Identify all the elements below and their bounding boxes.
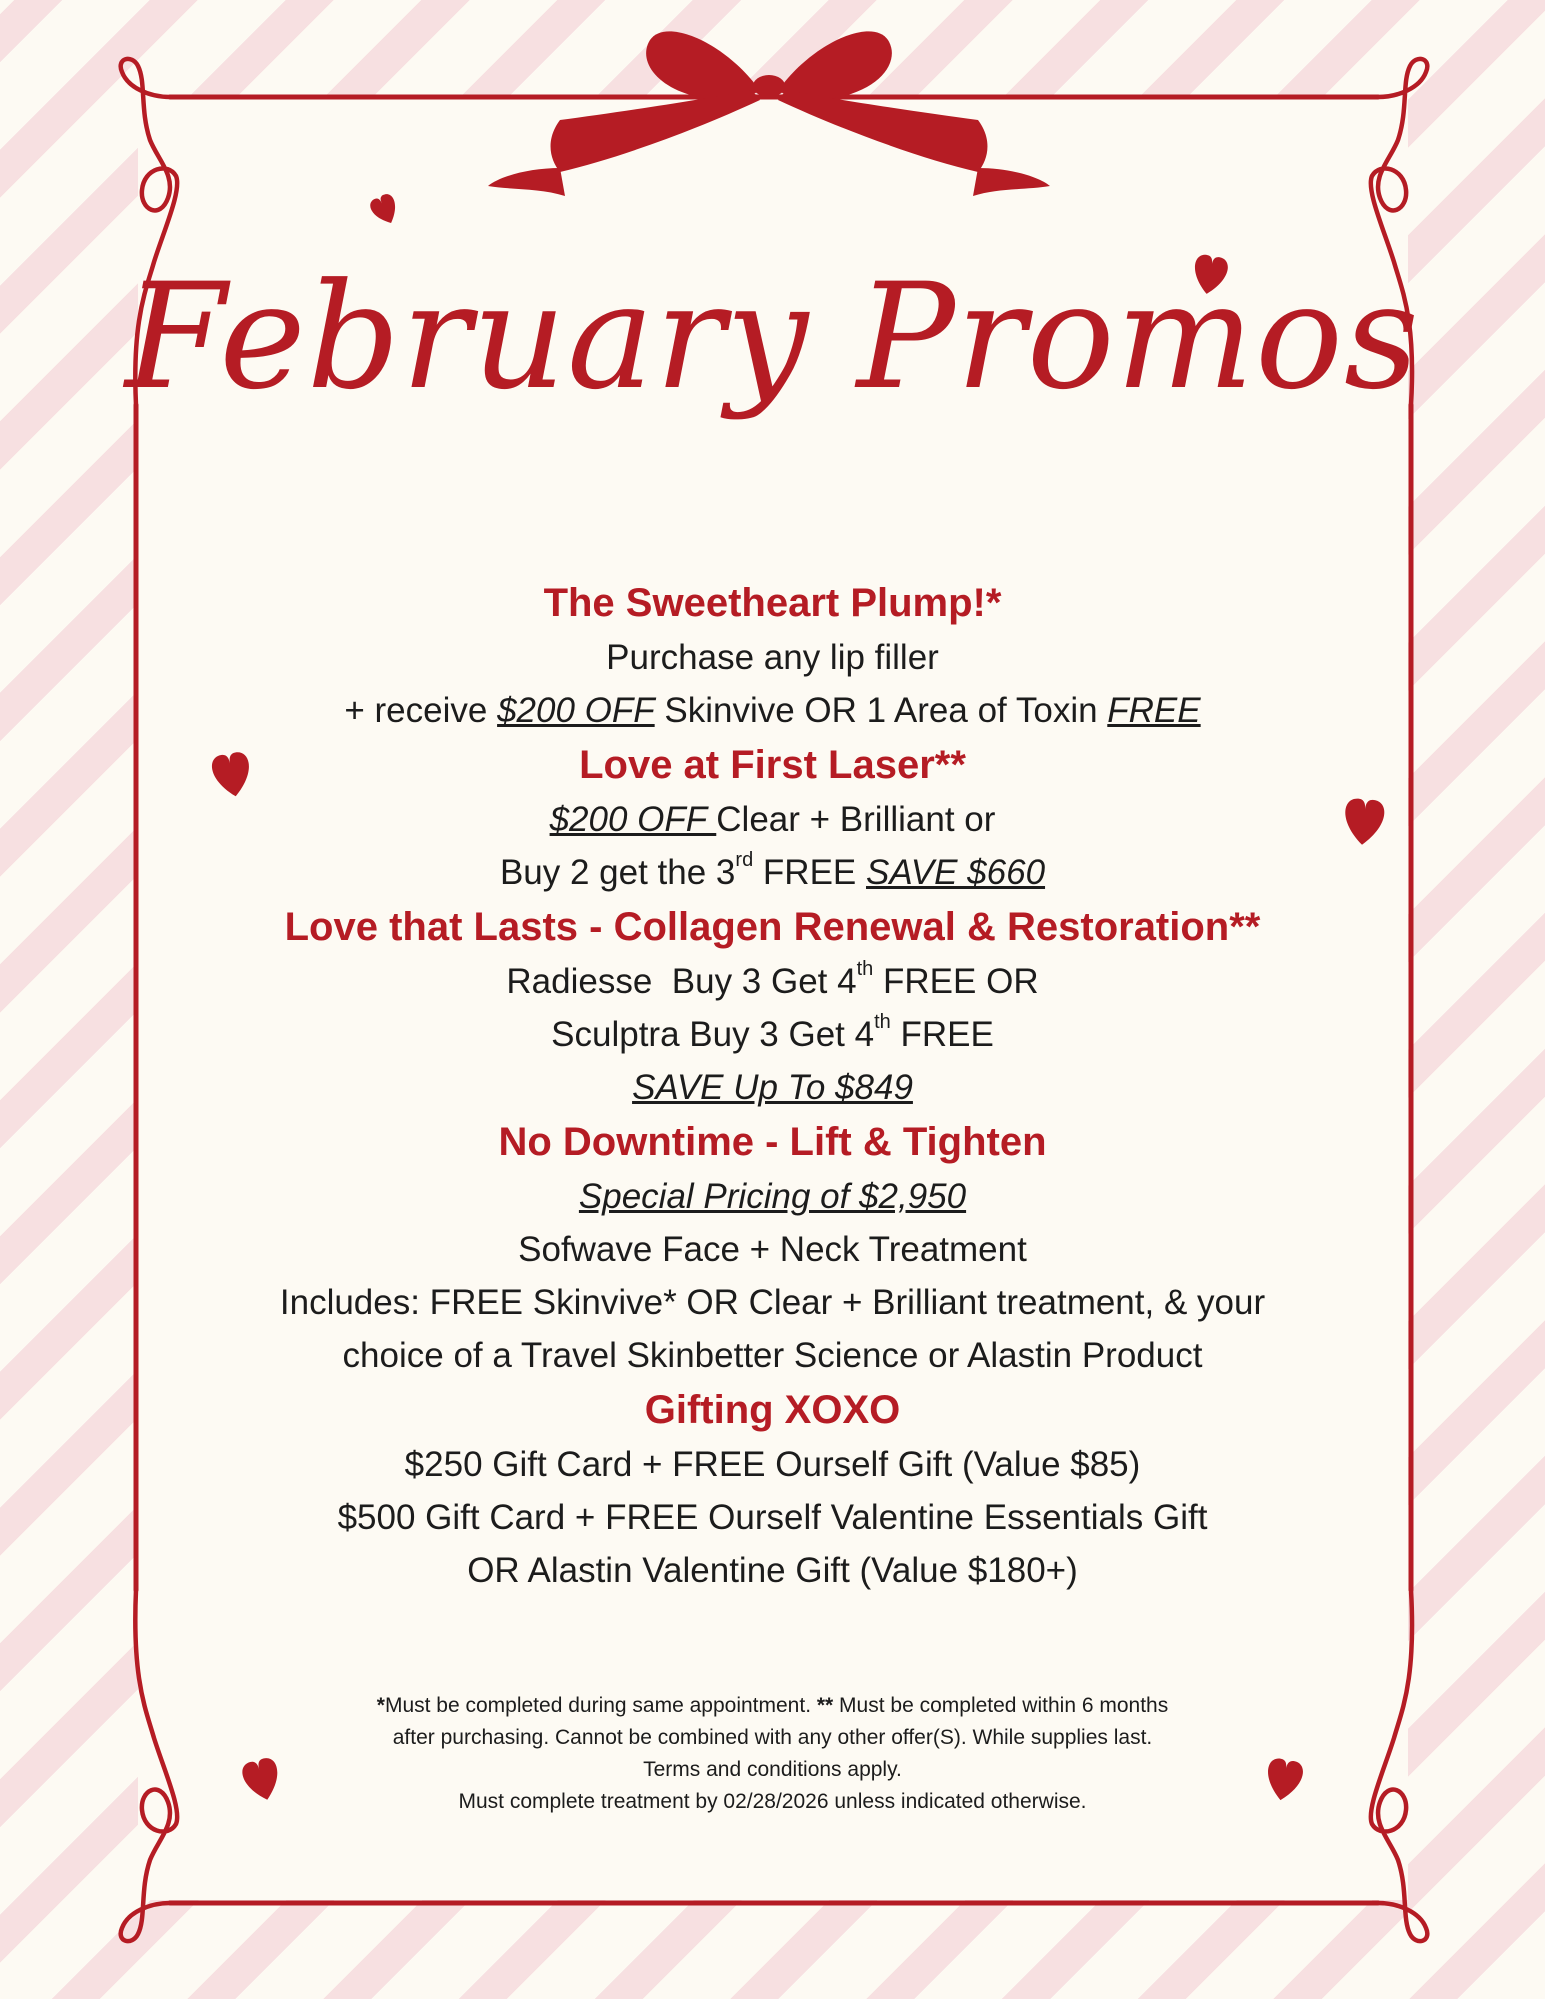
promo-line: $500 Gift Card + FREE Ourself Valentine Essentials Gift — [337, 1498, 1208, 1537]
promo-no-downtime — [190, 1114, 1355, 1382]
promo-line: $200 OFF Clear + Brilliant or — [549, 800, 996, 839]
promo-love-at-first-laser — [190, 737, 1355, 899]
promo-line: $250 Gift Card + FREE Ourself Gift (Value $85) — [404, 1445, 1141, 1484]
promo-line: Buy 2 get the 3rd FREE SAVE $660 — [499, 849, 1046, 892]
promo-line: OR Alastin Valentine Gift (Value $180+) — [467, 1551, 1078, 1590]
promo-heading: The Sweetheart Plump!* — [543, 581, 1002, 625]
promo-line: Sculptra Buy 3 Get 4th FREE — [551, 1011, 994, 1054]
promo-gifting — [190, 1382, 1355, 1597]
promo-sweetheart-plump — [190, 575, 1355, 737]
fine-print — [240, 1690, 1305, 1818]
promo-line: Purchase any lip filler — [606, 638, 939, 677]
page-title: February Promos — [125, 252, 1420, 422]
promo-line: SAVE Up To $849 — [632, 1068, 913, 1107]
promo-love-that-lasts — [190, 899, 1355, 1114]
fine-print-line: *Must be completed during same appointment. ** Must be completed within 6 months — [376, 1694, 1169, 1717]
fine-print-line: Must complete treatment by 02/28/2026 unless indicated otherwise. — [458, 1790, 1087, 1813]
promo-heading: Gifting XOXO — [644, 1388, 901, 1432]
promo-line: + receive $200 OFF Skinvive OR 1 Area of Toxin FREE — [344, 691, 1201, 730]
promo-heading: No Downtime - Lift & Tighten — [498, 1120, 1047, 1164]
fine-print-line: Terms and conditions apply. — [643, 1758, 902, 1781]
promo-heading: Love that Lasts - Collagen Renewal & Restoration** — [284, 905, 1261, 949]
promo-line: Sofwave Face + Neck Treatment — [518, 1230, 1027, 1269]
promo-line: Radiesse Buy 3 Get 4th FREE OR — [506, 958, 1039, 1001]
promo-line: Special Pricing of $2,950 — [578, 1177, 967, 1216]
promo-line: Includes: FREE Skinvive* OR Clear + Brilliant treatment, & your — [279, 1283, 1266, 1322]
promo-list — [190, 575, 1355, 1597]
promo-heading: Love at First Laser** — [579, 743, 966, 787]
promo-line: choice of a Travel Skinbetter Science or Alastin Product — [342, 1336, 1203, 1375]
bow-icon — [488, 31, 1050, 196]
fine-print-line: after purchasing. Cannot be combined with any other offer(S). While supplies last. — [392, 1726, 1153, 1749]
